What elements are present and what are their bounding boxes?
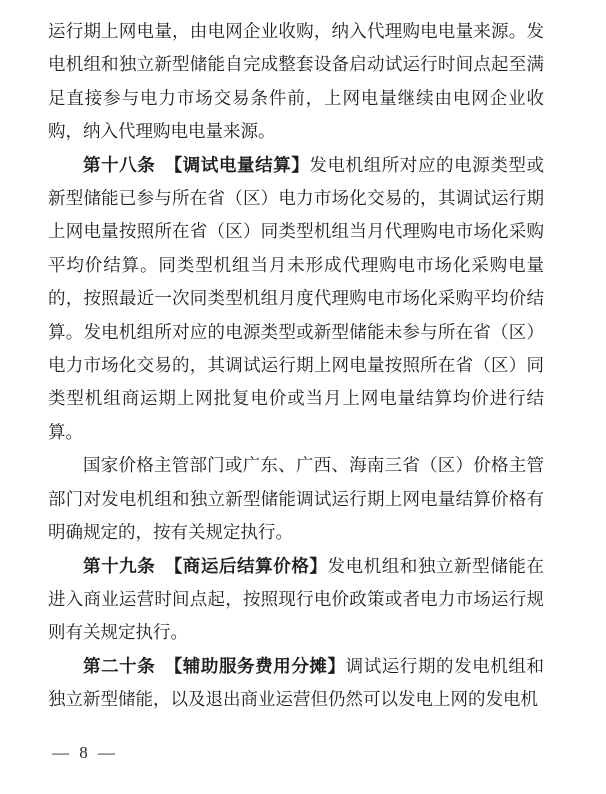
para-pricing-authority	[48, 449, 544, 549]
page-number: — 8 —	[52, 743, 116, 762]
paragraph-text: 发电机组和独立新型储能在进入商业运营时间点起，按照现行电价政策或者电力市场运行规则有关规定执行。	[48, 555, 545, 643]
para-article-19	[48, 550, 544, 650]
paragraph-text: 运行期上网电量，由电网企业收购，纳入代理购电电量来源。发电机组和独立新型储能自完成整套设备启动试运行时间点起至满足直接参与电力市场交易条件前，上网电量继续由电网企业收购，纳入代理购电电量来源。	[48, 21, 544, 142]
paragraph-text: 国家价格主管部门或广东、广西、海南三省（区）价格主管部门对发电机组和独立新型储能调试运行期上网电量结算价格有明确规定的，按有关规定执行。	[48, 455, 544, 543]
para-article-20	[48, 650, 544, 717]
document-body	[48, 15, 544, 717]
paragraph-text: 调试运行期的发电机组和独立新型储能，以及退出商业运营但仍然可以发电上网的发电机	[48, 655, 545, 710]
para-article-18	[48, 149, 544, 450]
article-heading: 第二十条 【辅助服务费用分摊】	[83, 655, 346, 676]
article-heading: 第十八条 【调试电量结算】	[83, 154, 310, 175]
article-heading: 第十九条 【商运后结算价格】	[83, 555, 328, 576]
para-continuation-grid-purchase	[48, 15, 544, 149]
paragraph-text: 发电机组所对应的电源类型或新型储能已参与所在省（区）电力市场化交易的，其调试运行期上网电量按照所在省（区）同类型机组当月代理购电市场化采购平均价结算。同类型机组当月未形成代理购电市场化采购电量的，按照最近一次同类型机组月度代理购电市场化采购平均价结算。发电机组所对应的电源类型或新型储能未参与所在省（区）电力市场化交易的，其调试运行期上网电量按照所在省（区）同类型机组商运期上网批复电价或当月上网电量结算均价进行结算。	[48, 154, 545, 442]
